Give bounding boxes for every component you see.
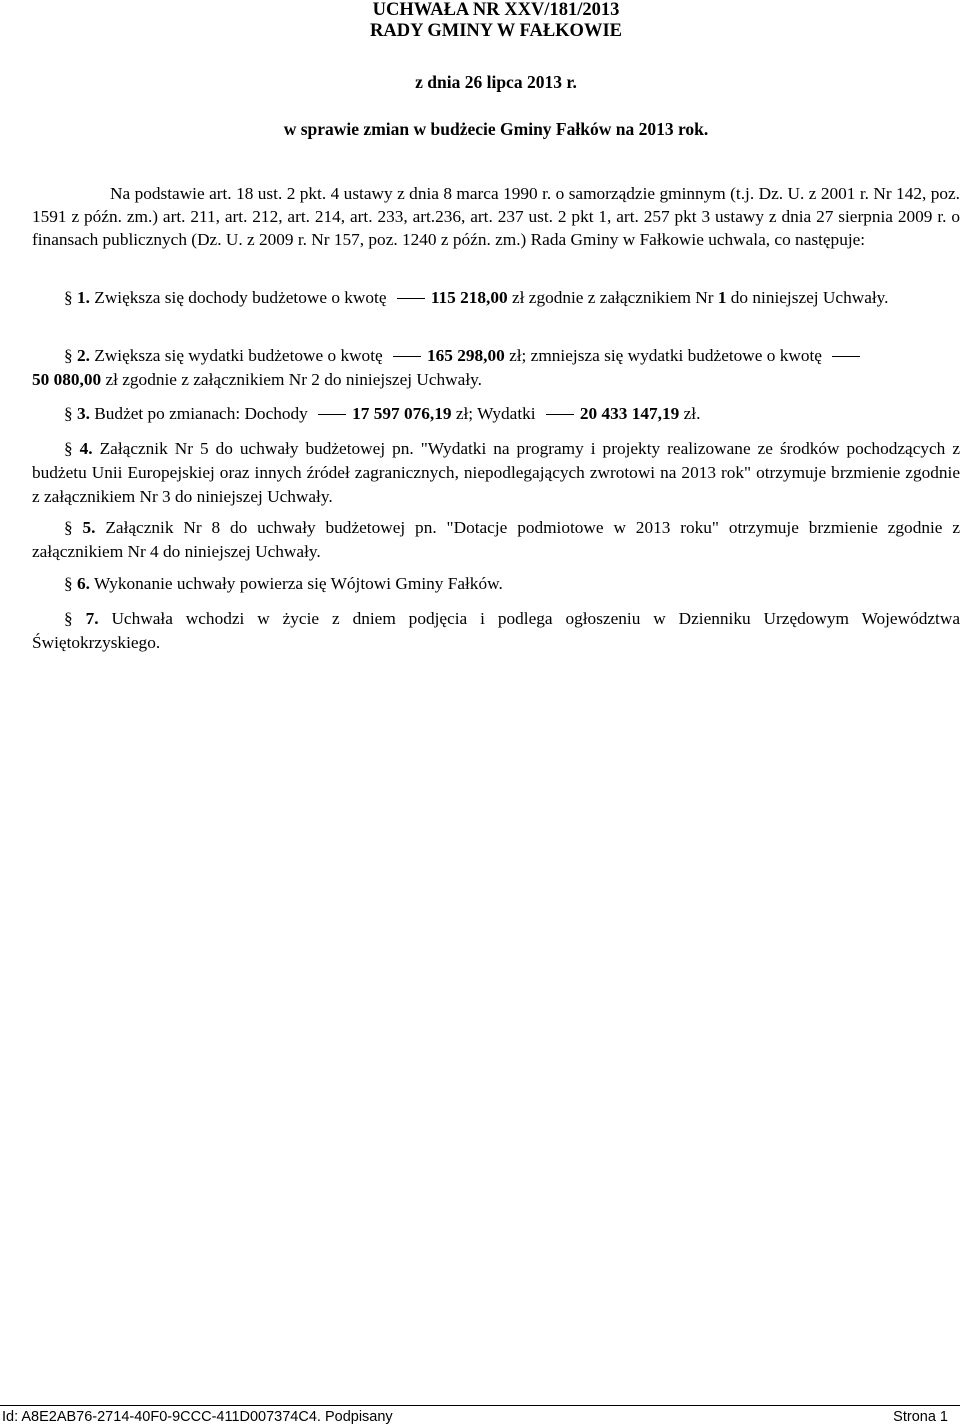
section-text: zł zgodnie z załącznikiem Nr 2 do niniejszej Uchwały. [101,370,482,389]
income-increase-amount: 115 218,00 [430,288,508,307]
section-number: 1. [76,288,90,307]
section-text: zł. [679,404,701,423]
annex-number: 1 [717,288,727,307]
section-text: zł; Wydatki [451,404,540,423]
footer-divider [0,1405,960,1406]
section-marker: § [64,609,86,628]
section-2 [32,344,960,392]
dash-rule [832,356,860,357]
legal-basis-preamble: Na podstawie art. 18 ust. 2 pkt. 4 ustawy z dnia 8 marca 1990 r. o samorządzie gminnym (t.j. Dz. U. z 2001 r. Nr 142, poz. 1591 z późn. zm.) art. 211, art. 212, art. 214, art. 233, art.236, art. 237 ust. 2 pkt 1, art. 257 pkt 3 ustawy z dnia 27 sierpnia 2009 r. o finansach publicznych (Dz. U. z 2009 r. Nr 157, poz. 1240 z późn. zm.) Rada Gminy w Fałkowie uchwala, co następuje: [32,184,960,250]
dash-rule [397,298,425,299]
dash-rule [393,356,421,357]
section-text: Załącznik Nr 8 do uchwały budżetowej pn. "Dotacje podmiotowe w 2013 roku" otrzymuje brzmienie zgodnie z załącznikiem Nr 4 do niniejszej Uchwały. [32,518,960,561]
section-text: Budżet po zmianach: Dochody [89,404,313,423]
section-4 [32,437,960,509]
section-marker: § [64,439,80,458]
section-marker: § [64,518,83,537]
section-text: Zwiększa się wydatki budżetowe o kwotę [89,346,387,365]
section-number: 2. [76,346,90,365]
section-7 [32,607,960,655]
section-number: 7. [85,609,99,628]
section-text: zł; zmniejsza się wydatki budżetowe o kwotę [504,346,827,365]
resolution-date: z dnia 26 lipca 2013 r. [415,72,577,92]
total-income-amount: 17 597 076,19 [352,404,452,423]
council-name: RADY GMINY W FAŁKOWIE [370,21,622,41]
section-marker: § [64,346,77,365]
section-text: zł zgodnie z załącznikiem Nr [507,288,718,307]
section-6 [32,572,960,596]
expenditure-decrease-amount: 50 080,00 [32,370,102,389]
dash-rule [546,414,574,415]
section-text: do niniejszej Uchwały. [726,288,889,307]
resolution-subject: w sprawie zmian w budżecie Gminy Fałków na 2013 rok. [283,119,709,139]
section-1 [32,286,960,310]
section-text: Zwiększa się dochody budżetowe o kwotę [89,288,391,307]
section-marker: § [64,404,77,423]
expenditure-increase-amount: 165 298,00 [427,346,505,365]
section-text: Uchwała wchodzi w życie z dniem podjęcia i podlega ogłoszeniu w Dzienniku Urzędowym Województwa Świętokrzyskiego. [32,609,960,652]
section-5 [32,516,960,564]
document-id: Id: A8E2AB76-2714-40F0-9CCC-411D007374C4. Podpisany [2,1409,393,1425]
section-marker: § [64,574,77,593]
section-3 [32,402,960,426]
section-text: Załącznik Nr 5 do uchwały budżetowej pn. "Wydatki na programy i projekty realizowane ze środków pochodzących z budżetu Unii Europejskiej oraz innych źródeł zagranicznych, niepodlegających zwrotowi na 2013 rok" otrzymuje brzmienie zgodnie z załącznikiem Nr 3 do niniejszej Uchwały. [32,439,960,506]
section-number: 6. [76,574,90,593]
section-marker: § [64,288,77,307]
resolution-title: UCHWAŁA NR XXV/181/2013 [372,0,620,20]
section-number: 4. [79,439,93,458]
dash-rule [318,414,346,415]
total-expenditure-amount: 20 433 147,19 [579,404,680,423]
section-text: Wykonanie uchwały powierza się Wójtowi Gminy Fałków. [89,574,503,593]
page-number: Strona 1 [893,1409,948,1425]
section-number: 5. [82,518,96,537]
section-number: 3. [76,404,90,423]
